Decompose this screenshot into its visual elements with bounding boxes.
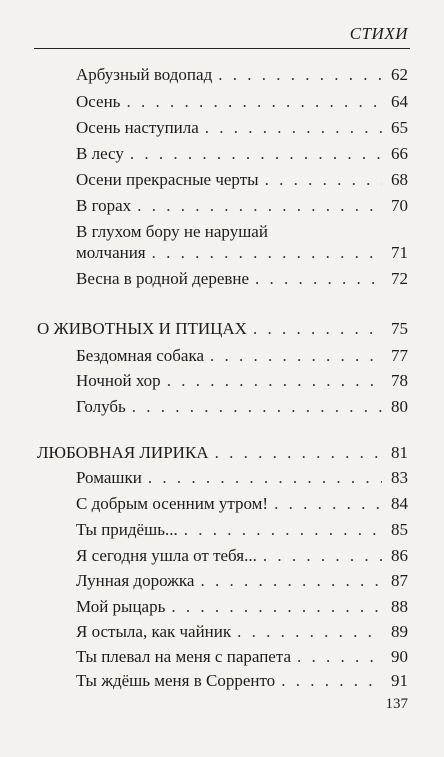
toc-entry[interactable] xyxy=(76,64,408,86)
toc-entry[interactable] xyxy=(76,670,408,692)
toc-entry-page: 84 xyxy=(391,494,408,513)
toc-entry-page: 87 xyxy=(391,571,408,590)
toc-entry[interactable] xyxy=(76,345,408,367)
toc-entry-title: Я остыла, как чайник xyxy=(76,622,232,641)
dot-leader xyxy=(237,621,382,643)
toc-entry[interactable] xyxy=(76,646,408,668)
toc-entry[interactable] xyxy=(76,396,408,418)
toc-entry-page: 64 xyxy=(391,92,408,111)
dot-leader xyxy=(152,242,382,264)
toc-entry-page: 83 xyxy=(391,468,408,487)
toc-section-page: 75 xyxy=(391,319,408,338)
dot-leader xyxy=(171,596,382,618)
toc-section[interactable] xyxy=(37,442,408,464)
toc-entry-title-line1[interactable]: В глухом бору не нарушай xyxy=(76,222,268,241)
toc-entry-page: 70 xyxy=(391,196,408,215)
dot-leader xyxy=(184,519,382,541)
toc-entry-page: 85 xyxy=(391,520,408,539)
toc-entry-page: 86 xyxy=(391,546,408,565)
toc-entry-title: Ночной хор xyxy=(76,371,161,390)
toc-entry[interactable] xyxy=(76,143,408,165)
dot-leader xyxy=(281,670,382,692)
dot-leader xyxy=(265,169,382,191)
toc-entry[interactable] xyxy=(76,621,408,643)
toc-entry-page: 65 xyxy=(391,118,408,137)
toc-entry-page: 77 xyxy=(391,346,408,365)
toc-entry[interactable] xyxy=(76,596,408,618)
toc-entry-title: Ты ждёшь меня в Сорренто xyxy=(76,671,276,690)
toc-entry-title: В горах xyxy=(76,196,132,215)
toc-entry[interactable] xyxy=(76,493,408,515)
toc-entry[interactable] xyxy=(76,91,408,113)
dot-leader xyxy=(200,570,382,592)
toc-entry-page: 78 xyxy=(391,371,408,390)
toc-section[interactable] xyxy=(37,318,408,340)
toc-entry[interactable] xyxy=(76,370,408,392)
toc-entry[interactable] xyxy=(76,467,408,489)
dot-leader xyxy=(297,646,382,668)
toc-entry-title: В лесу xyxy=(76,144,124,163)
toc-entry-page: 62 xyxy=(391,65,408,84)
toc-entry[interactable] xyxy=(76,195,408,217)
dot-leader xyxy=(130,143,382,165)
toc-entry-title-line2: молчания xyxy=(76,243,146,262)
toc-entry-page: 66 xyxy=(391,144,408,163)
toc-entry[interactable] xyxy=(76,570,408,592)
toc-entry-page: 72 xyxy=(391,269,408,288)
toc-entry-title: С добрым осенним утром! xyxy=(76,494,269,513)
page-number: 137 xyxy=(385,696,408,712)
dot-leader xyxy=(253,318,382,340)
toc-section-page: 81 xyxy=(391,443,408,462)
toc-entry-title: Ты придёшь... xyxy=(76,520,178,539)
toc-entry-page: 90 xyxy=(391,647,408,666)
toc-entry-title: Осень наступила xyxy=(76,118,199,137)
dot-leader xyxy=(263,545,382,567)
toc-entry-title: Осень xyxy=(76,92,121,111)
dot-leader xyxy=(132,396,382,418)
toc-entry-title: Ты плевал на меня с парапета xyxy=(76,647,292,666)
toc-entry[interactable] xyxy=(76,242,408,264)
toc-entry-page: 88 xyxy=(391,597,408,616)
toc-entry[interactable] xyxy=(76,117,408,139)
toc-entry-title: Арбузный водопад xyxy=(76,65,213,84)
toc-entry-page: 68 xyxy=(391,170,408,189)
dot-leader xyxy=(210,345,382,367)
running-header-title: СТИХИ xyxy=(349,24,408,43)
toc-entry-title: Бездомная собака xyxy=(76,346,205,365)
dot-leader xyxy=(218,64,382,86)
toc-section-title: О ЖИВОТНЫХ И ПТИЦАХ xyxy=(37,319,247,338)
dot-leader xyxy=(205,117,382,139)
dot-leader xyxy=(148,467,382,489)
toc-entry-title: Я сегодня ушла от тебя... xyxy=(76,546,257,565)
toc-entry-title: Ромашки xyxy=(76,468,142,487)
toc-entry[interactable] xyxy=(76,169,408,191)
dot-leader xyxy=(137,195,382,217)
dot-leader xyxy=(215,442,382,464)
toc-entry-title: Весна в родной деревне xyxy=(76,269,250,288)
toc-entry[interactable] xyxy=(76,268,408,290)
toc-entry-title: Лунная дорожка xyxy=(76,571,195,590)
toc-entry-page: 71 xyxy=(391,243,408,262)
dot-leader xyxy=(167,370,382,392)
toc-section-title: ЛЮБОВНАЯ ЛИРИКА xyxy=(37,443,209,462)
toc-entry[interactable] xyxy=(76,519,408,541)
running-header xyxy=(34,20,410,49)
dot-leader xyxy=(255,268,382,290)
dot-leader xyxy=(126,91,382,113)
toc-entry-page: 89 xyxy=(391,622,408,641)
toc-entry-page: 80 xyxy=(391,397,408,416)
toc-entry-title: Осени прекрасные черты xyxy=(76,170,259,189)
toc-entry-title: Мой рыцарь xyxy=(76,597,166,616)
dot-leader xyxy=(274,493,382,515)
toc-entry-page: 91 xyxy=(391,671,408,690)
toc-entry-title: Голубь xyxy=(76,397,126,416)
toc-entry[interactable] xyxy=(76,545,408,567)
